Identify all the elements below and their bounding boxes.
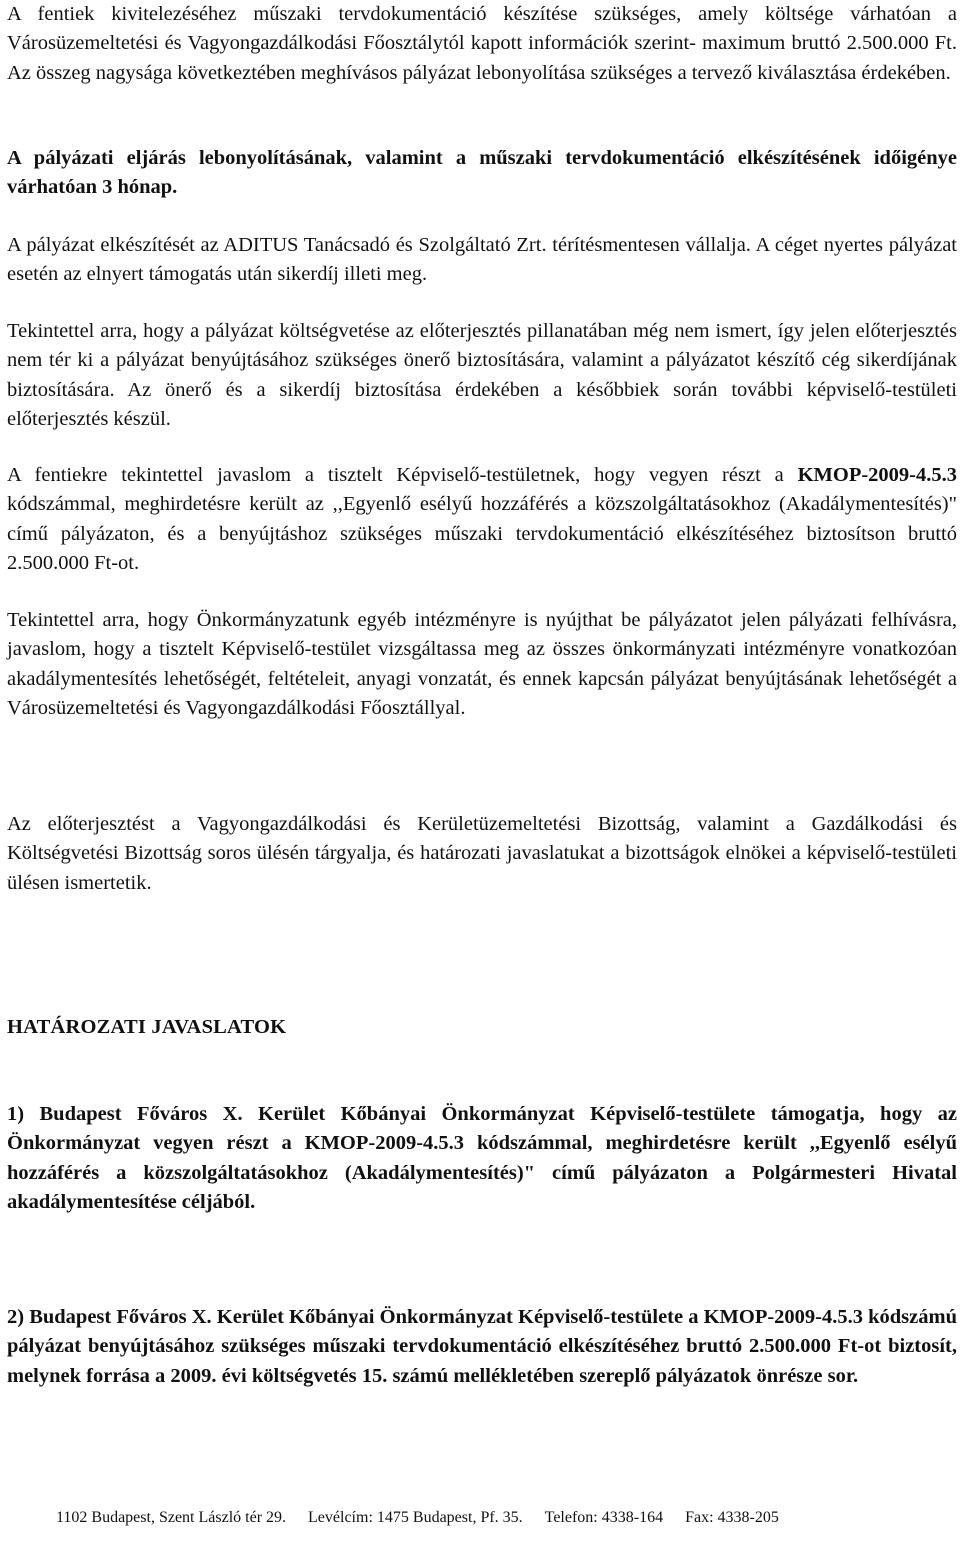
paragraph-cost-estimate: A fentiek kivitelezéséhez műszaki tervdokumentáció készítése szükséges, amely költsége várhatóan a Városüzemeltetési és Vagyongazdálkodási Főosztálytól kapott információk szerint- maximum bruttó 2.500.000 Ft. Az összeg nagysága következtében meghívásos pályázat lebonyolítása szükséges a tervező kiválasztása érdekében. [7,3,957,84]
footer-mail: Levélcím: 1475 Budapest, Pf. 35. [308,1509,523,1526]
paragraph-aditus: A pályázat elkészítését az ADITUS Tanácsadó és Szolgáltató Zrt. térítésmentesen vállalja. A céget nyertes pályázat esetén az elnyert támogatás után sikerdíj illeti meg. [7,234,957,286]
resolution-1: 1) Budapest Főváros X. Kerület Kőbányai Önkormányzat Képviselő-testülete támogatja, hogy az Önkormányzat vegyen részt a KMOP-2009-4.5.3 kódszámmal, meghirdetésre került ,,Egyenlő esélyű hozzáférés a közszolgáltatásokhoz (Akadálymentesítés)" című pályázaton a Polgármesteri Hivatal akadálymentesítése céljából. [7,1103,957,1214]
footer-address: 1102 Budapest, Szent László tér 29. [56,1509,287,1526]
proposal-text-after: kódszámmal, meghirdetésre került az ,,Egyenlő esélyű hozzáférés a közszolgáltatásokhoz (Akadálymentesítés)" című pályázaton, és a benyújtáshoz szükséges műszaki tervdokumentáció elkészítéséhez biztosítson bruttó 2.500.000 Ft-ot. [7,493,957,575]
page-footer [56,1508,956,1528]
paragraph-proposal [7,461,957,579]
resolutions-heading: HATÁROZATI JAVASLATOK [7,1016,287,1038]
proposal-code: KMOP-2009-4.5.3 [797,464,957,486]
paragraph-committees: Az előterjesztést a Vagyongazdálkodási és Kerületüzemeltetési Bizottság, valamint a Gazdálkodási és Költségvetési Bizottság soros ülésén tárgyalja, és határozati javaslatukat a bizottságok elnökei a képviselő-testületi ülésen ismertetik. [7,813,957,894]
document-page [7,0,957,1547]
proposal-text-before: A fentiekre tekintettel javaslom a tisztelt Képviselő-testületnek, hogy vegyen részt a [7,464,798,486]
footer-fax: Fax: 4338-205 [685,1509,779,1526]
footer-phone: Telefon: 4338-164 [544,1509,664,1526]
paragraph-duration: A pályázati eljárás lebonyolításának, valamint a műszaki tervdokumentáció elkészítésének időigénye várhatóan 3 hónap. [7,147,957,199]
paragraph-budget-unknown: Tekintettel arra, hogy a pályázat költségvetése az előterjesztés pillanatában még nem ismert, így jelen előterjesztés nem tér ki a pályázat benyújtásához szükséges önerő biztosítására, valamint a pályázatot készítő cég sikerdíjának biztosítására. Az önerő és a sikerdíj biztosítása érdekében a későbbiek során további képviselő-testületi előterjesztés készül. [7,320,957,431]
resolution-2: 2) Budapest Főváros X. Kerület Kőbányai Önkormányzat Képviselő-testülete a KMOP-2009-4.5.3 kódszámú pályázat benyújtásához szükséges műszaki tervdokumentáció elkészítéséhez bruttó 2.500.000 Ft-ot biztosít, melynek forrása a 2009. évi költségvetés 15. számú mellékletében szereplő pályázatok önrésze sor. [7,1306,957,1387]
paragraph-other-institutions: Tekintettel arra, hogy Önkormányzatunk egyéb intézményre is nyújthat be pályázatot jelen pályázati felhívásra, javaslom, hogy a tisztelt Képviselő-testület vizsgáltassa meg az összes önkormányzati intézményre vonatkozóan akadálymentesítés lehetőségét, feltételeit, anyagi vonzatát, és ennek kapcsán pályázat benyújtásának lehetőségét a Városüzemeltetési és Vagyongazdálkodási Főosztállyal. [7,609,957,720]
